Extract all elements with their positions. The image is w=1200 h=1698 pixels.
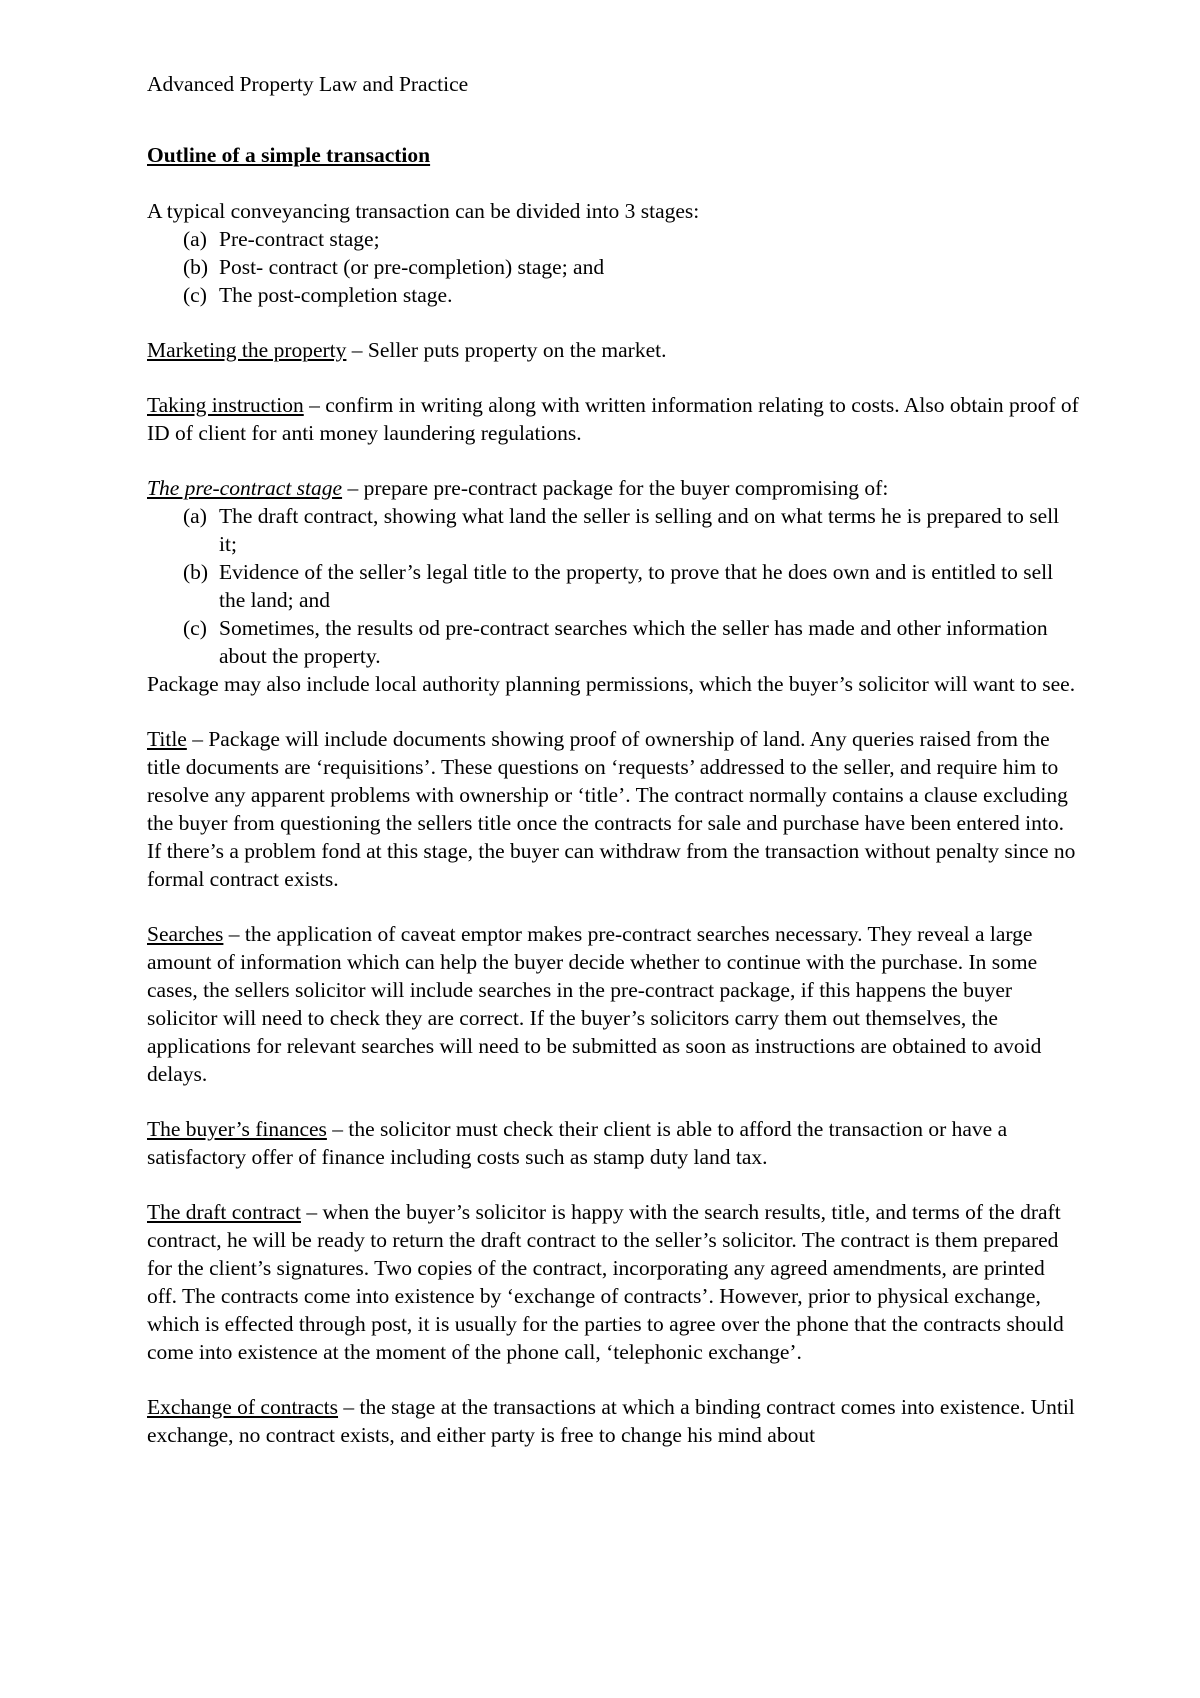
marketing-paragraph [147,336,1080,364]
list-marker: (a) [183,227,207,251]
exchange-heading: Exchange of contracts [147,1395,339,1419]
pre-contract-after: Package may also include local authority planning permissions, which the buyer’s solicitor will want to see. [147,672,1076,696]
list-marker: (a) [183,504,207,528]
list-item [183,502,1080,558]
marketing-heading: Marketing the property [147,338,347,362]
pre-contract-section [147,474,1080,698]
document-header: Advanced Property Law and Practice [147,72,469,96]
list-item-text: Pre-contract stage; [219,227,380,251]
list-item [183,281,1080,309]
taking-instruction-text: – confirm in writing along with written information relating to costs. Also obtain proof of ID of client for anti money laundering regulations. [147,393,1079,445]
taking-instruction-heading: Taking instruction [147,393,304,417]
finances-paragraph [147,1115,1080,1171]
searches-paragraph [147,920,1080,1088]
pre-contract-paragraph [147,474,1080,502]
finances-heading: The buyer’s finances [147,1117,327,1141]
list-marker: (c) [183,283,207,307]
pre-contract-heading: The pre-contract stage [147,476,343,500]
list-marker: (c) [183,616,207,640]
intro-section [147,197,1080,309]
list-item [183,558,1080,614]
document-title: Outline of a simple transaction [147,143,431,167]
intro-text: A typical conveyancing transaction can be divided into 3 stages: [147,199,700,223]
exchange-text: – the stage at the transactions at which a binding contract comes into existence. Until exchange, no contract exists, and either party is free to change his mind about [147,1395,1075,1447]
list-item-text: Sometimes, the results od pre-contract searches which the seller has made and other information about the property. [219,616,1048,668]
list-marker: (b) [183,255,209,279]
list-marker: (b) [183,560,209,584]
pre-contract-text: – prepare pre-contract package for the buyer compromising of: [342,476,889,500]
list-item [183,225,1080,253]
draft-contract-heading: The draft contract [147,1200,301,1224]
exchange-paragraph [147,1393,1080,1449]
searches-heading: Searches [147,922,224,946]
list-item [183,614,1080,670]
list-item-text: The draft contract, showing what land the seller is selling and on what terms he is prepared to sell it; [219,504,1060,556]
stages-list [147,225,1080,309]
list-item-text: Evidence of the seller’s legal title to the property, to prove that he does own and is entitled to sell the land; and [219,560,1054,612]
title-text: – Package will include documents showing proof of ownership of land. Any queries raised from the title documents are ‘requisitions’. These questions on ‘requests’ addressed to the seller, and require him to resolve any apparent problems with ownership or ‘title’. The contract normally contains a clause excluding the buyer from questioning the sellers title once the contracts for sale and purchase have been entered into. If there’s a problem fond at this stage, the buyer can withdraw from the transaction without penalty since no formal contract exists. [147,727,1076,891]
list-item-text: The post-completion stage. [219,283,453,307]
taking-instruction-paragraph [147,391,1080,447]
draft-contract-text: – when the buyer’s solicitor is happy with the search results, title, and terms of the draft contract, he will be ready to return the draft contract to the seller’s solicitor. The contract is them prepared for the client’s signatures. Two copies of the contract, incorporating any agreed amendments, are printed off. The contracts come into existence by ‘exchange of contracts’. However, prior to physical exchange, which is effected through post, it is usually for the parties to agree over the phone that the contracts should come into existence at the moment of the phone call, ‘telephonic exchange’. [147,1200,1064,1364]
draft-contract-paragraph [147,1198,1080,1366]
finances-text: – the solicitor must check their client is able to afford the transaction or have a satisfactory offer of finance including costs such as stamp duty land tax. [147,1117,1008,1169]
searches-text: – the application of caveat emptor makes pre-contract searches necessary. They reveal a large amount of information which can help the buyer decide whether to continue with the purchase. In some cases, the sellers solicitor will include searches in the pre-contract package, if this happens the buyer solicitor will need to check they are correct. If the buyer’s solicitors carry them out themselves, the applications for relevant searches will need to be submitted as soon as instructions are obtained to avoid delays. [147,922,1042,1086]
list-item [183,253,1080,281]
marketing-text: – Seller puts property on the market. [346,338,667,362]
title-heading: Title [147,727,187,751]
title-paragraph [147,725,1080,893]
list-item-text: Post- contract (or pre-completion) stage; and [219,255,605,279]
package-list [147,502,1080,670]
